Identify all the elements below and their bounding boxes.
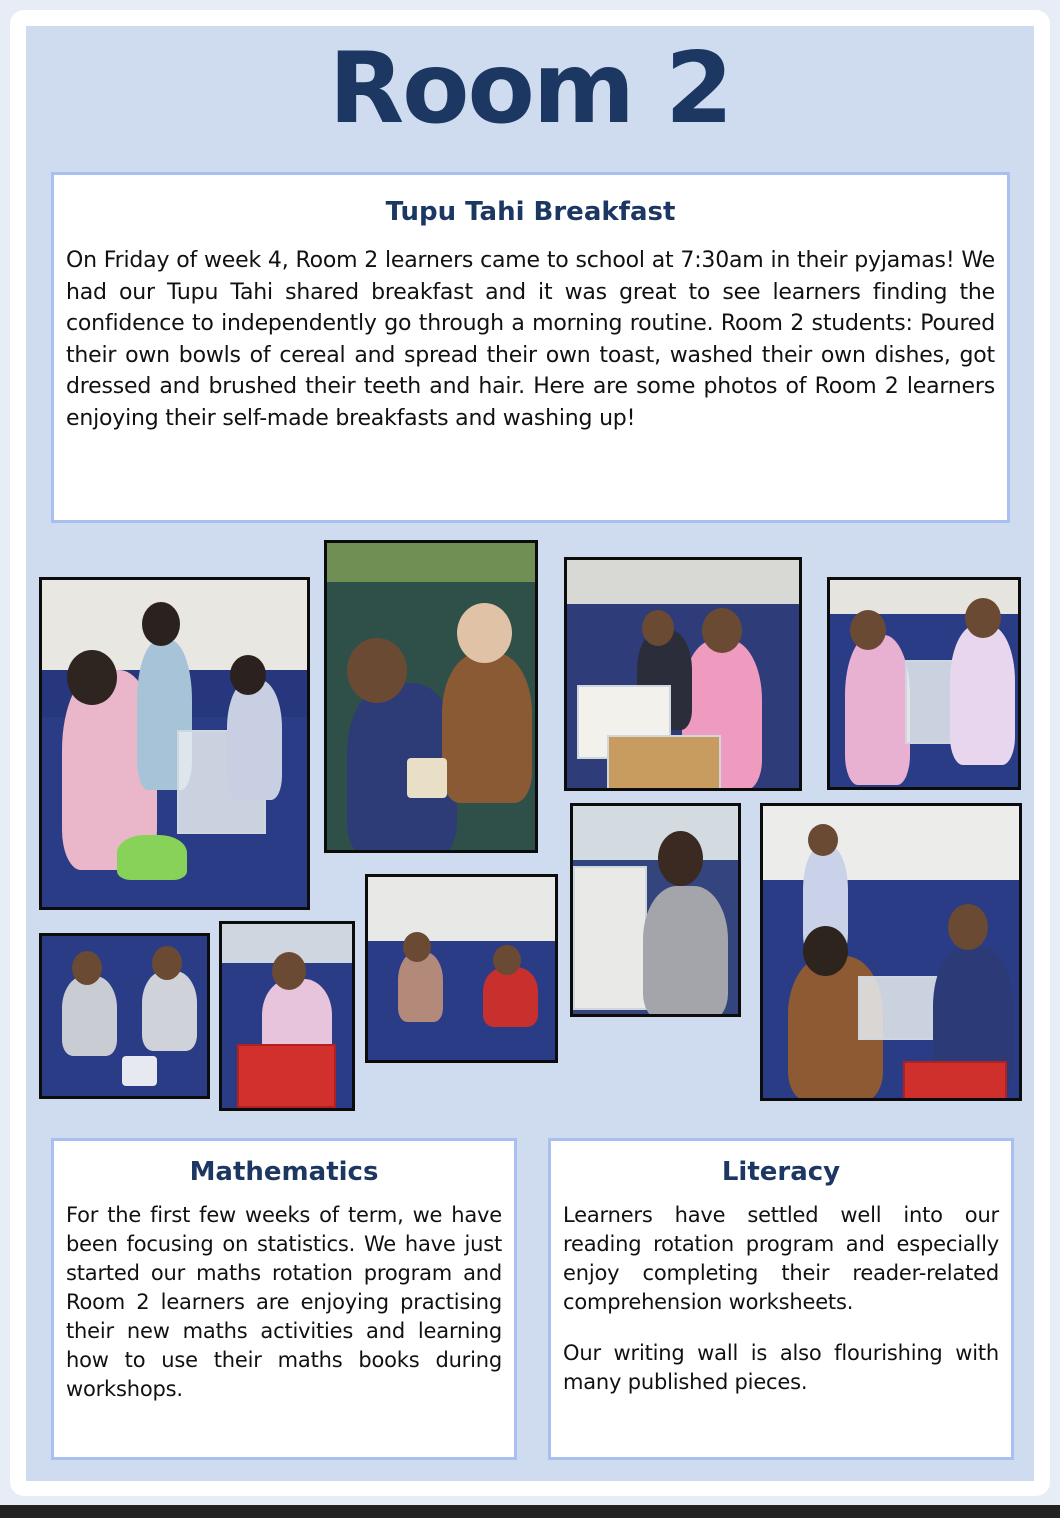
photo-dishes-tub: [827, 577, 1021, 790]
literacy-body-2: Our writing wall is also flourishing with many published pieces.: [563, 1341, 999, 1394]
mathematics-heading: Mathematics: [189, 1157, 379, 1187]
photo-shade-sail: [365, 874, 558, 1063]
literacy-body-1: Learners have settled well into our reading rotation program and especially enjoy completing their reader-related comprehension worksheets.: [563, 1203, 999, 1314]
mathematics-body: For the first few weeks of term, we have been focusing on statistics. We have just started our maths rotation program and Room 2 learners are enjoying practising their new maths activities and learning how to use their maths books during workshops.: [66, 1203, 502, 1401]
literacy-section: [548, 1138, 1014, 1460]
window-bottom-bar: [0, 1505, 1060, 1518]
photo-washing-tub: [39, 577, 310, 910]
photo-sitting-floor: [39, 933, 210, 1099]
breakfast-heading: Tupu Tahi Breakfast: [385, 197, 676, 227]
breakfast-section: [51, 172, 1010, 523]
photo-red-tub: [219, 921, 355, 1111]
mathematics-section: [51, 1138, 517, 1460]
literacy-heading: Literacy: [721, 1157, 841, 1187]
photo-toast-table: [324, 540, 538, 853]
breakfast-body: On Friday of week 4, Room 2 learners came to school at 7:30am in their pyjamas! We had our Tupu Tahi shared breakfast and it was great to see learners finding the confidence to independently go through a morning routine. Room 2 students: Poured their own bowls of cereal and spread their own toast, washed their own dishes, got dressed and brushed their teeth and hair. Here are some photos of Room 2 learners enjoying their self-made breakfasts and washing up!: [66, 248, 995, 431]
photo-grey-hoodie: [570, 803, 741, 1017]
page-title: Room 2: [328, 32, 732, 146]
photo-cereal-line: [564, 557, 802, 791]
photo-group-washing: [760, 803, 1022, 1101]
